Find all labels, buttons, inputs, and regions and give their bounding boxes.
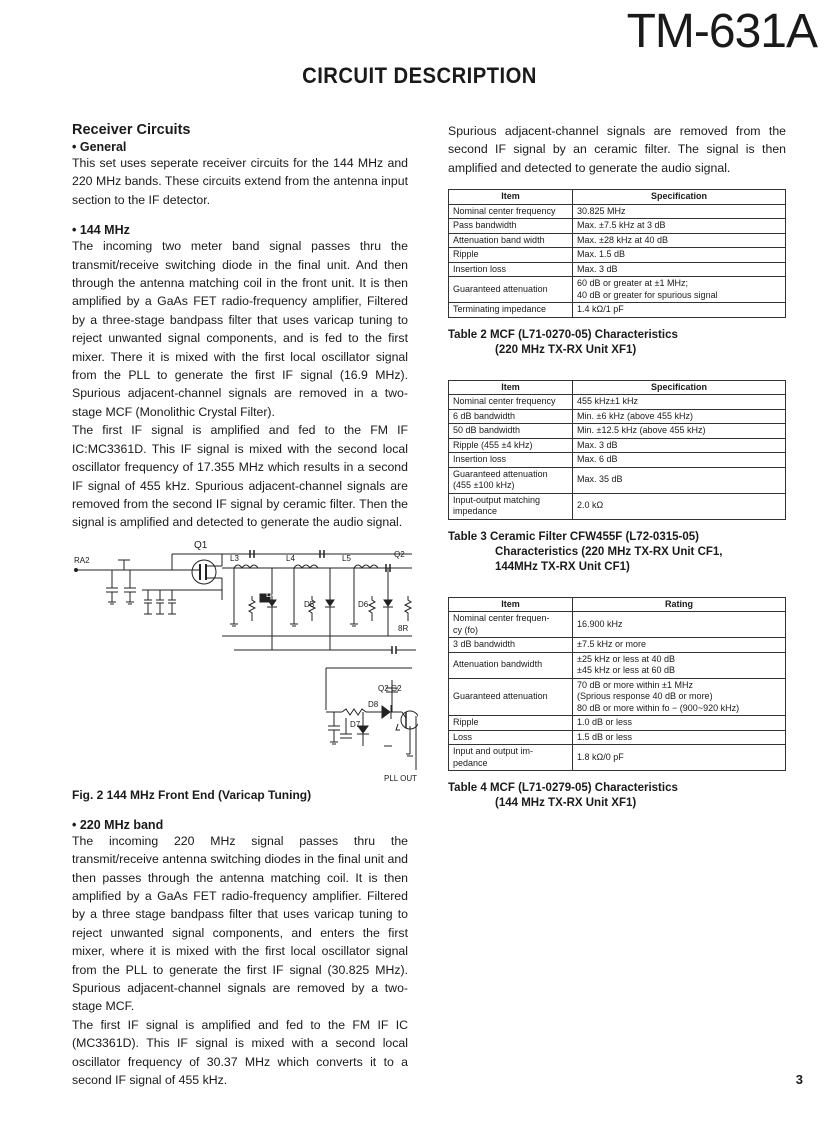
table-cell-value: 455 kHz±1 kHz xyxy=(573,395,786,410)
label-d6: D6 xyxy=(358,599,369,609)
table-row xyxy=(449,467,786,493)
table-row xyxy=(449,716,786,731)
table-4-caption-line-2: (144 MHz TX-RX Unit XF1) xyxy=(495,797,637,810)
table-cell-value: 1.4 kΩ/1 pF xyxy=(573,303,786,318)
table-3-caption-line-3: 144MHz TX-RX Unit CF1) xyxy=(495,560,630,573)
table-row xyxy=(449,424,786,439)
page-number: 3 xyxy=(795,1072,803,1087)
table-cell-value: Min. ±6 kHz (above 455 kHz) xyxy=(573,409,786,424)
table-cell-item: Attenuation bandwidth xyxy=(449,652,573,678)
table-row xyxy=(449,219,786,234)
label-d5: D5 xyxy=(304,599,315,609)
table-3 xyxy=(448,380,786,520)
table-row xyxy=(449,730,786,745)
table-2-header-item: Item xyxy=(449,190,573,205)
table-cell-item: 3 dB bandwidth xyxy=(449,638,573,653)
table-cell-value: Max. 6 dB xyxy=(573,453,786,468)
table-row xyxy=(449,262,786,277)
label-l5: L5 xyxy=(342,553,351,563)
table-cell-item: Guaranteed attenuation (455 ±100 kHz) xyxy=(449,467,573,493)
table-cell-value: 70 dB or more within ±1 MHz (Sprious response 40 dB or more) 80 dB or more within fo − (900~920 kHz) xyxy=(573,678,786,716)
table-row xyxy=(449,303,786,318)
general-heading: • General xyxy=(72,140,127,154)
table-cell-item: Attenuation band width xyxy=(449,233,573,248)
table-4 xyxy=(448,597,786,772)
label-q2: Q2 xyxy=(394,549,405,559)
table-cell-value: 30.825 MHz xyxy=(573,204,786,219)
table-cell-item: Ripple (455 ±4 kHz) xyxy=(449,438,573,453)
band220-heading: • 220 MHz band xyxy=(72,817,164,832)
table-2-body xyxy=(449,204,786,317)
table-2-caption xyxy=(448,328,786,358)
table-cell-item: Nominal center frequency xyxy=(449,204,573,219)
table-row xyxy=(449,678,786,716)
right-column xyxy=(448,122,786,811)
band144-text-1: The incoming two meter band signal passes thru the transmit/receive switching diode in the final unit. And then through the antenna matching coil in the front unit. It is then amplified by a GaAs FET radio-frequency amplifier, Filtered by a three-stage bandpass filter that uses varicap tuning to reject unwanted signal components, and is fed to the first mixer. There it is mixed with the first local oscillator signal from the PLL to generate the first IF signal (16.9 MHz). Spurious adjacent-channel signals are removed in a two-stage MCF (Monolithic Crystal Filter). xyxy=(72,239,408,419)
table-cell-item: Pass bandwidth xyxy=(449,219,573,234)
table-cell-value: 16.900 kHz xyxy=(573,612,786,638)
label-d4: D4 xyxy=(266,589,277,599)
page-title: CIRCUIT DESCRIPTION xyxy=(302,63,537,88)
table-cell-item: 6 dB bandwidth xyxy=(449,409,573,424)
table-cell-item: Guaranteed attenuation xyxy=(449,277,573,303)
table-cell-item: Terminating impedance xyxy=(449,303,573,318)
table-cell-value: 1.0 dB or less xyxy=(573,716,786,731)
table-cell-value: Max. 1.5 dB xyxy=(573,248,786,263)
band144-text-2: The first IF signal is amplified and fed to the FM IF IC:MC3361D. This IF signal is mixed with the second local oscillator frequency of 17.355 MHz which results in a second IF signal of 455 kHz. Spurious adjacent-channel signals are removed from the second IF signal by ceramic filter. Then the signal is amplified and detected to generate the audio signal. xyxy=(72,423,408,530)
table-cell-value: Max. 3 dB xyxy=(573,438,786,453)
table-cell-value: Max. 35 dB xyxy=(573,467,786,493)
table-cell-item: Ripple xyxy=(449,716,573,731)
table-cell-item: Insertion loss xyxy=(449,262,573,277)
table-3-header-spec: Specification xyxy=(573,380,786,395)
table-cell-value: Max. ±7.5 kHz at 3 dB xyxy=(573,219,786,234)
table-4-header-item: Item xyxy=(449,597,573,612)
table-cell-item: Nominal center frequen- cy (fo) xyxy=(449,612,573,638)
label-l4: L4 xyxy=(286,553,295,563)
table-cell-item: 50 dB bandwidth xyxy=(449,424,573,439)
table-4-header-rating: Rating xyxy=(573,597,786,612)
table-2-caption-line-2: (220 MHz TX-RX Unit XF1) xyxy=(495,343,637,356)
table-cell-value: ±25 kHz or less at 40 dB ±45 kHz or less at 60 dB xyxy=(573,652,786,678)
table-row xyxy=(449,612,786,638)
table-cell-value: ±7.5 kHz or more xyxy=(573,638,786,653)
table-cell-value: 1.8 kΩ/0 pF xyxy=(573,745,786,771)
table-row xyxy=(449,438,786,453)
table-cell-item: Guaranteed attenuation xyxy=(449,678,573,716)
table-row xyxy=(449,745,786,771)
table-4-caption-line-1: Table 4 MCF (L71-0279-05) Characteristics xyxy=(448,782,678,795)
table-row xyxy=(449,409,786,424)
table-cell-item: Ripple xyxy=(449,248,573,263)
table-2-header-spec: Specification xyxy=(573,190,786,205)
table-cell-item: Nominal center frequency xyxy=(449,395,573,410)
table-4-body xyxy=(449,612,786,771)
table-cell-value: Max. ±28 kHz at 40 dB xyxy=(573,233,786,248)
label-d7: D7 xyxy=(350,719,361,729)
label-ra2: RA2 xyxy=(74,555,90,565)
table-row xyxy=(449,652,786,678)
table-row xyxy=(449,277,786,303)
label-l3: L3 xyxy=(230,553,239,563)
table-cell-value: 1.5 dB or less xyxy=(573,730,786,745)
table-row xyxy=(449,233,786,248)
table-3-body xyxy=(449,395,786,520)
table-3-caption-line-1: Table 3 Ceramic Filter CFW455F (L72-0315-05) xyxy=(448,530,699,543)
label-d8: D8 xyxy=(368,699,379,709)
table-cell-item: Insertion loss xyxy=(449,453,573,468)
table-row xyxy=(449,453,786,468)
table-cell-item: Loss xyxy=(449,730,573,745)
band144-heading: • 144 MHz xyxy=(72,223,130,238)
table-row xyxy=(449,204,786,219)
table-cell-value: Max. 3 dB xyxy=(573,262,786,277)
general-text: This set uses seperate receiver circuits for the 144 MHz and 220 MHz bands. These circuits extend from the antenna input section to the IF detector. xyxy=(72,156,408,207)
front-end-schematic xyxy=(72,540,418,786)
table-row xyxy=(449,638,786,653)
table-row xyxy=(449,248,786,263)
table-cell-item: Input-output matching impedance xyxy=(449,493,573,519)
label-q2g2: Q2 G2 xyxy=(378,683,402,693)
schematic-drawing xyxy=(72,540,418,786)
table-2-caption-line-1: Table 2 MCF (L71-0270-05) Characteristics xyxy=(448,328,678,341)
figure-caption: Fig. 2 144 MHz Front End (Varicap Tuning) xyxy=(72,787,312,802)
table-4-caption xyxy=(448,781,786,811)
band220-text-1: The incoming 220 MHz signal passes thru the transmit/receive antenna switching diodes in the final unit and then passes through the antenna matching coil. It is then amplified by a GaAs FET radio-frequency amplifier. Filtered by a three stage bandpass filter that uses varicap tuning to reject unwanted signal components, and enters the first mixer, where it is mixed with the first local oscillator signal from the PLL to generate the first IF signal (30.825 MHz). Spurious adjacent-channel signals are removed by a two-stage MCF. xyxy=(72,833,408,1014)
left-column xyxy=(72,122,418,1089)
table-cell-value: 60 dB or greater at ±1 MHz; 40 dB or greater for spurious signal xyxy=(573,277,786,303)
label-q1: Q1 xyxy=(194,539,208,551)
table-3-caption-line-2: Characteristics (220 MHz TX-RX Unit CF1, xyxy=(495,545,723,558)
table-cell-value: Min. ±12.5 kHz (above 455 kHz) xyxy=(573,424,786,439)
table-2 xyxy=(448,189,786,318)
model-number: TM-631A xyxy=(626,5,817,58)
table-3-caption xyxy=(448,530,786,575)
label-pll-out: PLL OUT xyxy=(384,773,418,783)
section-title: Receiver Circuits xyxy=(72,122,191,138)
label-8r: 8R xyxy=(398,623,409,633)
table-cell-item: Input and output im- pedance xyxy=(449,745,573,771)
table-row xyxy=(449,395,786,410)
table-3-header-item: Item xyxy=(449,380,573,395)
band220-text-2: The first IF signal is amplified and fed to the FM IF IC (MC3361D). This IF signal is mixed with a second local oscillator frequency of 30.37 MHz which converts it to a second IF signal of 455 kHz. xyxy=(72,1017,408,1087)
table-cell-value: 2.0 kΩ xyxy=(573,493,786,519)
intro-text: Spurious adjacent-channel signals are removed from the second IF signal by an ceramic filter. The signal is then amplified and detected to generate the audio signal. xyxy=(448,124,786,175)
table-row xyxy=(449,493,786,519)
